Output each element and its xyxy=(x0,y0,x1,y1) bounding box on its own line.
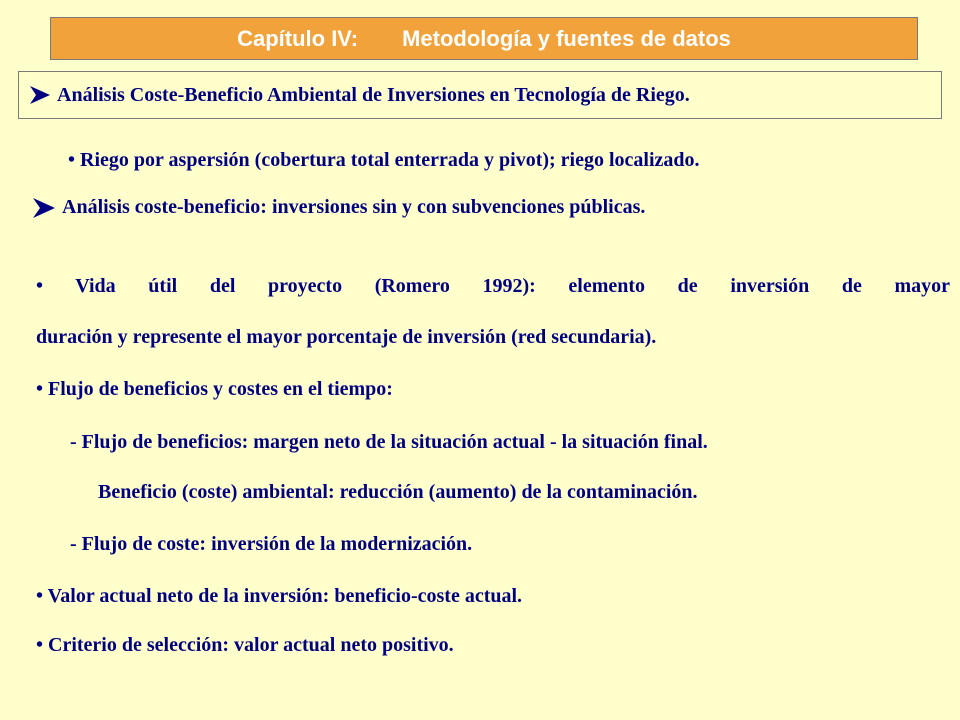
vida-text-line2: duración y represente el mayor porcentaje de inversión (red secundaria). xyxy=(36,326,657,348)
analisis-text: Análisis coste-beneficio: inversiones sin y con subvenciones públicas. xyxy=(62,196,646,218)
bullet-dot: • xyxy=(36,275,44,297)
bullet-dot: • xyxy=(36,634,44,656)
vida-text-line1: Vida útil del proyecto (Romero 1992): elemento de inversión de mayor xyxy=(75,275,951,297)
beneficio-ambiental-line xyxy=(98,481,698,504)
flujo-beneficios-line xyxy=(70,431,708,454)
chapter-label: Capítulo IV: xyxy=(237,25,359,51)
bullet-criterio xyxy=(36,634,454,657)
criterio-text: Criterio de selección: valor actual neto positivo. xyxy=(48,634,454,656)
section-title-box xyxy=(18,71,942,119)
beneficio-ambiental-text: Beneficio (coste) ambiental: reducción (aumento) de la contaminación. xyxy=(98,481,698,503)
chapter-title: Metodología y fuentes de datos xyxy=(402,25,731,51)
bullet-dot: • xyxy=(36,378,44,400)
bullet-dot: • xyxy=(68,149,76,171)
flujo-text: Flujo de beneficios y costes en el tiempo: xyxy=(48,378,393,400)
bullet-analisis xyxy=(32,196,645,219)
flujo-coste-text: - Flujo de coste: inversión de la modernización. xyxy=(70,533,473,555)
bullet-flujo xyxy=(36,378,393,401)
section-title: Análisis Coste-Beneficio Ambiental de Inversiones en Tecnología de Riego. xyxy=(57,83,690,106)
riego-text: Riego por aspersión (cobertura total enterrada y pivot); riego localizado. xyxy=(80,149,700,171)
bullet-vida-line1 xyxy=(36,275,950,298)
arrowhead-bullet-icon xyxy=(32,197,56,219)
bullet-riego xyxy=(68,149,700,172)
bullet-dot: • xyxy=(36,585,44,607)
bullet-valor-actual xyxy=(36,585,522,608)
chapter-header xyxy=(50,17,918,60)
vida-line2 xyxy=(36,326,656,349)
arrowhead-bullet-icon xyxy=(29,85,51,105)
flujo-beneficios-text: - Flujo de beneficios: margen neto de la situación actual - la situación final. xyxy=(70,431,708,453)
valor-actual-text: Valor actual neto de la inversión: beneficio-coste actual. xyxy=(47,585,523,607)
flujo-coste-line xyxy=(70,533,472,556)
